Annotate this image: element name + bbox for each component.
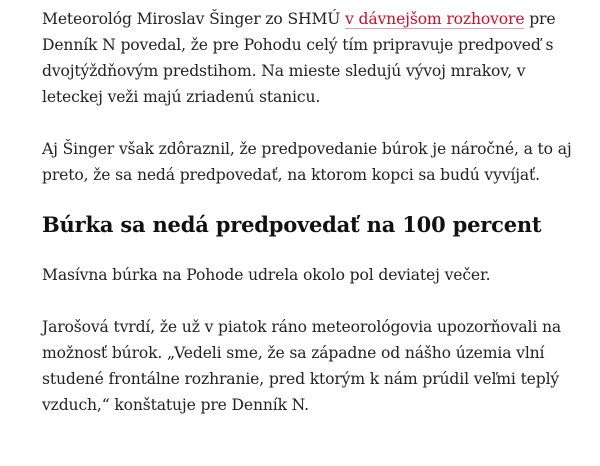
interview-link[interactable]: v dávnejšom rozhovore — [345, 10, 525, 28]
paragraph-singer-interview — [42, 6, 582, 110]
section-heading: Búrka sa nedá predpovedať na 100 percent — [42, 212, 542, 237]
paragraph-storm-prediction: Aj Šinger však zdôraznil, že predpovedanie búrok je náročné, a to aj preto, že sa nedá predpovedať, na ktorom kopci sa budú vyvíjať. — [42, 140, 572, 184]
article-body — [42, 6, 582, 418]
paragraph-storm-time: Masívna búrka na Pohode udrela okolo pol deviatej večer. — [42, 266, 491, 284]
paragraph-jarosova-quote: Jarošová tvrdí, že už v piatok ráno meteorológovia upozorňovali na možnosť búrok. „Vedeli sme, že sa západne od nášho územia vlní studené frontálne rozhranie, pred ktorým k nám prúdil veľmi teplý vzduch,“ konštatuje pre Denník N. — [42, 318, 562, 414]
paragraph-text: pre Denník N povedal, že pre Pohodu celý tím pripravuje predpoveď s dvojtýždňovým predstihom. Na mieste sledujú vývoj mrakov, v leteckej veži majú zriadenú stanicu. — [42, 10, 556, 106]
paragraph-text: Meteorológ Miroslav Šinger zo SHMÚ — [42, 10, 346, 28]
